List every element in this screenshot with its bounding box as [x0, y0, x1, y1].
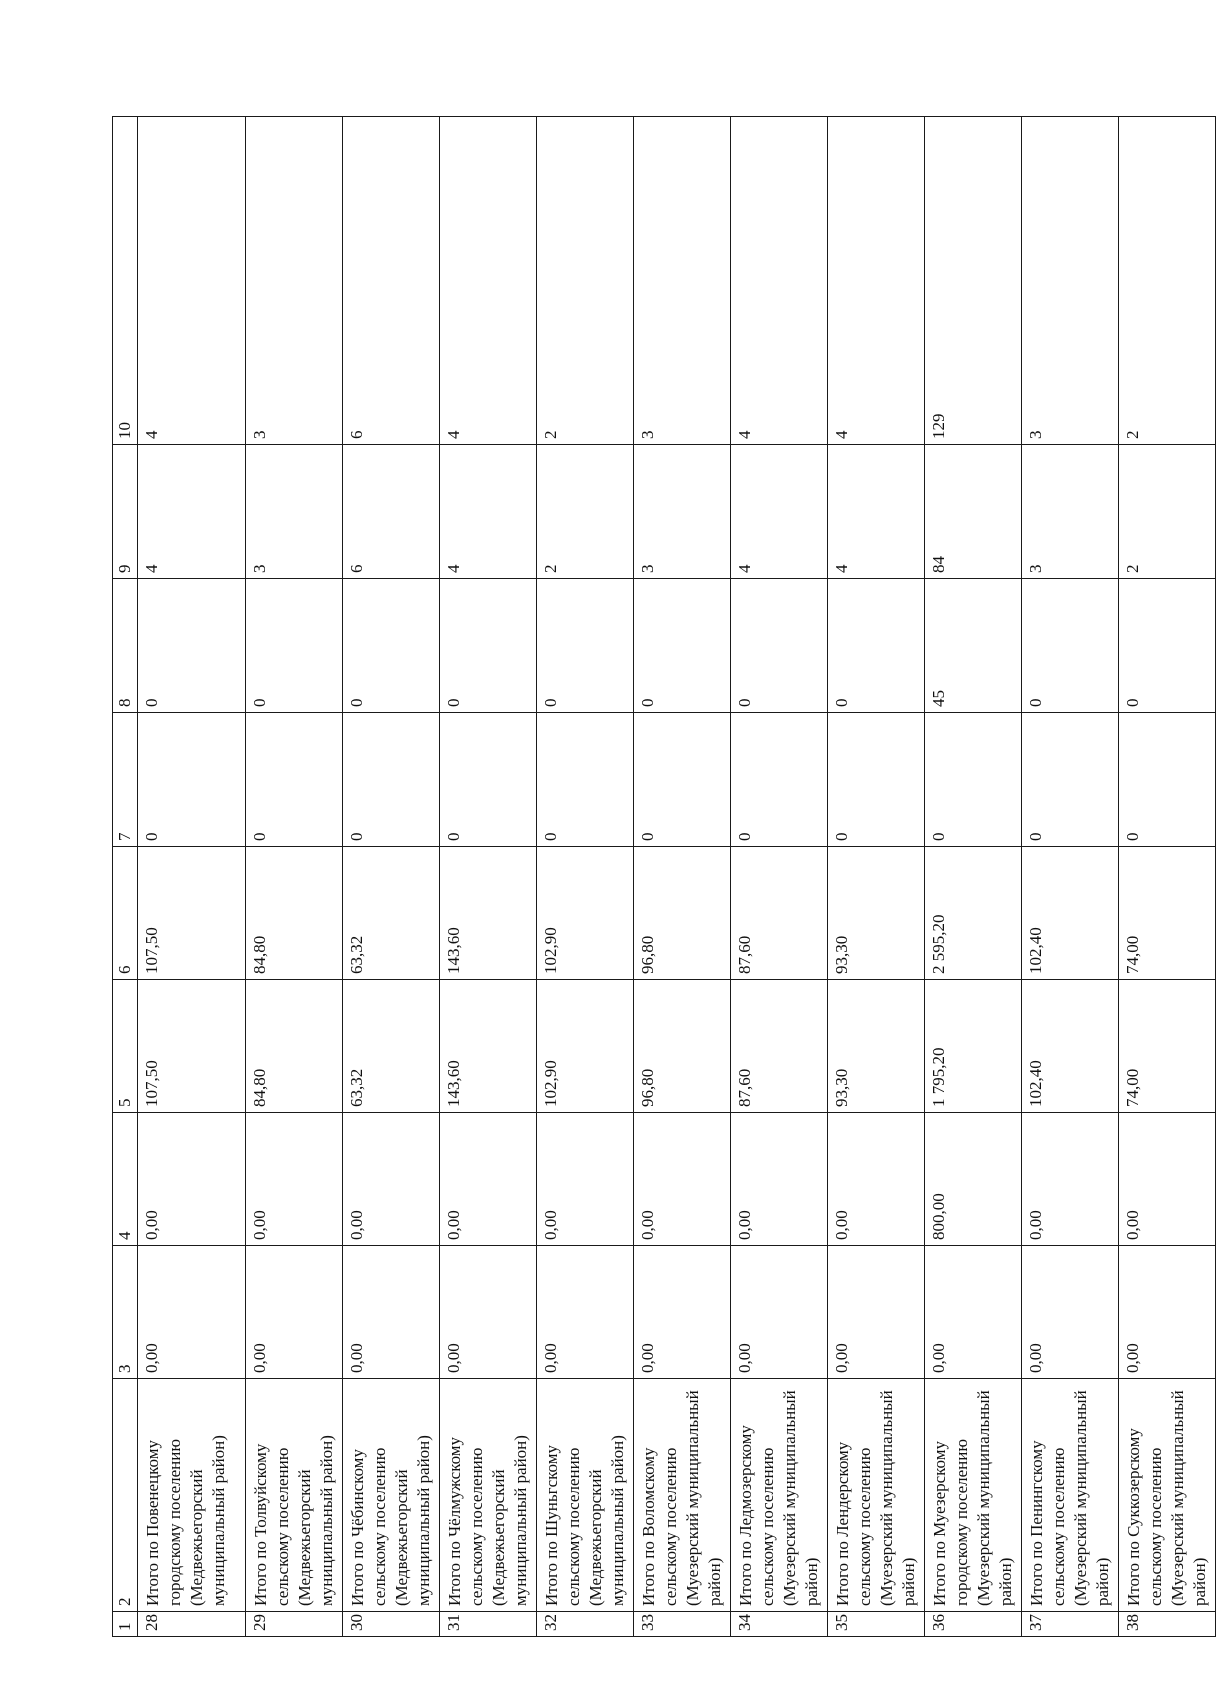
value-cell-c6: 93,30 — [828, 847, 925, 980]
value-cell-c7: 0 — [1119, 713, 1216, 847]
row-name-cell: Итого по Повенецкому городскому поселению (Медвежьегорский муниципальный район) — [138, 1379, 246, 1612]
value-cell-c6: 96,80 — [634, 847, 731, 980]
value-cell-c8: 0 — [634, 579, 731, 713]
row-number-cell: 30 — [343, 1612, 440, 1637]
value-cell-c10: 4 — [731, 117, 828, 445]
value-cell-c10: 4 — [440, 117, 537, 445]
column-number-cell: 4 — [113, 1113, 138, 1246]
column-number-cell: 5 — [113, 980, 138, 1113]
row-name-cell: Итого по Шуньгскому сельскому поселению (Медвежьегорский муниципальный район) — [537, 1379, 634, 1612]
table-row — [828, 117, 925, 1637]
row-name-cell: Итого по Воломскому сельскому поселению (Муезерский муниципальный район) — [634, 1379, 731, 1612]
value-cell-c9: 6 — [343, 445, 440, 579]
value-cell-c5: 96,80 — [634, 980, 731, 1113]
row-number-cell: 31 — [440, 1612, 537, 1637]
value-cell-c6: 102,90 — [537, 847, 634, 980]
value-cell-c7: 0 — [1022, 713, 1119, 847]
row-number-cell: 38 — [1119, 1612, 1216, 1637]
value-cell-c10: 6 — [343, 117, 440, 445]
row-number-cell: 33 — [634, 1612, 731, 1637]
value-cell-c5: 84,80 — [246, 980, 343, 1113]
value-cell-c3: 0,00 — [925, 1246, 1022, 1379]
value-cell-c5: 74,00 — [1119, 980, 1216, 1113]
value-cell-c8: 0 — [828, 579, 925, 713]
value-cell-c10: 4 — [138, 117, 246, 445]
value-cell-c3: 0,00 — [246, 1246, 343, 1379]
column-number-cell: 2 — [113, 1379, 138, 1612]
row-number-cell: 32 — [537, 1612, 634, 1637]
column-number-cell: 7 — [113, 713, 138, 847]
value-cell-c7: 0 — [828, 713, 925, 847]
value-cell-c4: 0,00 — [1022, 1113, 1119, 1246]
value-cell-c5: 102,40 — [1022, 980, 1119, 1113]
value-cell-c8: 0 — [440, 579, 537, 713]
value-cell-c9: 84 — [925, 445, 1022, 579]
row-name-cell: Итого по Чёлмужскому сельскому поселению (Медвежьегорский муниципальный район) — [440, 1379, 537, 1612]
value-cell-c9: 4 — [440, 445, 537, 579]
table-row — [731, 117, 828, 1637]
value-cell-c7: 0 — [925, 713, 1022, 847]
table-row — [1022, 117, 1119, 1637]
value-cell-c3: 0,00 — [343, 1246, 440, 1379]
value-cell-c10: 2 — [1119, 117, 1216, 445]
value-cell-c7: 0 — [440, 713, 537, 847]
value-cell-c9: 3 — [634, 445, 731, 579]
value-cell-c3: 0,00 — [731, 1246, 828, 1379]
value-cell-c4: 0,00 — [138, 1113, 246, 1246]
value-cell-c3: 0,00 — [440, 1246, 537, 1379]
table-row — [138, 117, 246, 1637]
value-cell-c5: 93,30 — [828, 980, 925, 1113]
column-number-cell: 1 — [113, 1612, 138, 1637]
value-cell-c5: 102,90 — [537, 980, 634, 1113]
table-row — [925, 117, 1022, 1637]
value-cell-c3: 0,00 — [1022, 1246, 1119, 1379]
value-cell-c4: 0,00 — [537, 1113, 634, 1246]
column-number-cell: 10 — [113, 117, 138, 445]
value-cell-c8: 0 — [246, 579, 343, 713]
data-table — [112, 116, 1216, 1637]
value-cell-c4: 0,00 — [731, 1113, 828, 1246]
column-number-cell: 8 — [113, 579, 138, 713]
table-body — [113, 117, 1216, 1637]
value-cell-c10: 3 — [634, 117, 731, 445]
value-cell-c6: 87,60 — [731, 847, 828, 980]
value-cell-c6: 74,00 — [1119, 847, 1216, 980]
value-cell-c9: 3 — [1022, 445, 1119, 579]
row-name-cell: Итого по Чёбинскому сельскому поселению (Медвежьегорский муниципальный район) — [343, 1379, 440, 1612]
value-cell-c9: 2 — [1119, 445, 1216, 579]
column-number-row — [113, 117, 138, 1637]
row-name-cell: Итого по Пенингскому сельскому поселению (Муезерский муниципальный район) — [1022, 1379, 1119, 1612]
value-cell-c8: 0 — [537, 579, 634, 713]
row-name-cell: Итого по Ледмозерскому сельскому поселению (Муезерский муниципальный район) — [731, 1379, 828, 1612]
row-name-cell: Итого по Лендерскому сельскому поселению (Муезерский муниципальный район) — [828, 1379, 925, 1612]
value-cell-c3: 0,00 — [1119, 1246, 1216, 1379]
row-number-cell: 29 — [246, 1612, 343, 1637]
value-cell-c8: 0 — [731, 579, 828, 713]
value-cell-c10: 129 — [925, 117, 1022, 445]
value-cell-c4: 0,00 — [343, 1113, 440, 1246]
value-cell-c6: 102,40 — [1022, 847, 1119, 980]
value-cell-c3: 0,00 — [828, 1246, 925, 1379]
value-cell-c4: 0,00 — [634, 1113, 731, 1246]
value-cell-c7: 0 — [138, 713, 246, 847]
value-cell-c5: 87,60 — [731, 980, 828, 1113]
value-cell-c7: 0 — [537, 713, 634, 847]
table-row — [1119, 117, 1216, 1637]
row-number-cell: 35 — [828, 1612, 925, 1637]
row-name-cell: Итого по Суккозерскому сельскому поселению (Муезерский муниципальный район) — [1119, 1379, 1216, 1612]
rotated-table-wrapper — [112, 117, 1209, 1637]
column-number-cell: 9 — [113, 445, 138, 579]
value-cell-c10: 3 — [246, 117, 343, 445]
value-cell-c7: 0 — [343, 713, 440, 847]
table-row — [343, 117, 440, 1637]
row-number-cell: 28 — [138, 1612, 246, 1637]
column-number-cell: 3 — [113, 1246, 138, 1379]
value-cell-c5: 63,32 — [343, 980, 440, 1113]
value-cell-c5: 143,60 — [440, 980, 537, 1113]
value-cell-c6: 143,60 — [440, 847, 537, 980]
value-cell-c4: 800,00 — [925, 1113, 1022, 1246]
value-cell-c3: 0,00 — [138, 1246, 246, 1379]
value-cell-c8: 0 — [1022, 579, 1119, 713]
value-cell-c5: 1 795,20 — [925, 980, 1022, 1113]
value-cell-c8: 0 — [138, 579, 246, 713]
table-row — [634, 117, 731, 1637]
table-row — [537, 117, 634, 1637]
value-cell-c4: 0,00 — [440, 1113, 537, 1246]
row-number-cell: 34 — [731, 1612, 828, 1637]
value-cell-c3: 0,00 — [634, 1246, 731, 1379]
value-cell-c8: 0 — [343, 579, 440, 713]
value-cell-c4: 0,00 — [246, 1113, 343, 1246]
value-cell-c6: 63,32 — [343, 847, 440, 980]
value-cell-c10: 3 — [1022, 117, 1119, 445]
row-number-cell: 37 — [1022, 1612, 1119, 1637]
table-row — [440, 117, 537, 1637]
value-cell-c7: 0 — [634, 713, 731, 847]
row-name-cell: Итого по Муезерскому городскому поселению (Муезерский муниципальный район) — [925, 1379, 1022, 1612]
value-cell-c4: 0,00 — [828, 1113, 925, 1246]
value-cell-c8: 45 — [925, 579, 1022, 713]
value-cell-c9: 2 — [537, 445, 634, 579]
value-cell-c10: 4 — [828, 117, 925, 445]
value-cell-c7: 0 — [731, 713, 828, 847]
value-cell-c8: 0 — [1119, 579, 1216, 713]
row-name-cell: Итого по Толвуйскому сельскому поселению (Медвежьегорский муниципальный район) — [246, 1379, 343, 1612]
value-cell-c9: 3 — [246, 445, 343, 579]
value-cell-c6: 2 595,20 — [925, 847, 1022, 980]
value-cell-c10: 2 — [537, 117, 634, 445]
value-cell-c6: 84,80 — [246, 847, 343, 980]
column-number-cell: 6 — [113, 847, 138, 980]
value-cell-c7: 0 — [246, 713, 343, 847]
value-cell-c9: 4 — [828, 445, 925, 579]
value-cell-c9: 4 — [731, 445, 828, 579]
value-cell-c4: 0,00 — [1119, 1113, 1216, 1246]
table-row — [246, 117, 343, 1637]
value-cell-c3: 0,00 — [537, 1246, 634, 1379]
value-cell-c6: 107,50 — [138, 847, 246, 980]
row-number-cell: 36 — [925, 1612, 1022, 1637]
value-cell-c5: 107,50 — [138, 980, 246, 1113]
value-cell-c9: 4 — [138, 445, 246, 579]
